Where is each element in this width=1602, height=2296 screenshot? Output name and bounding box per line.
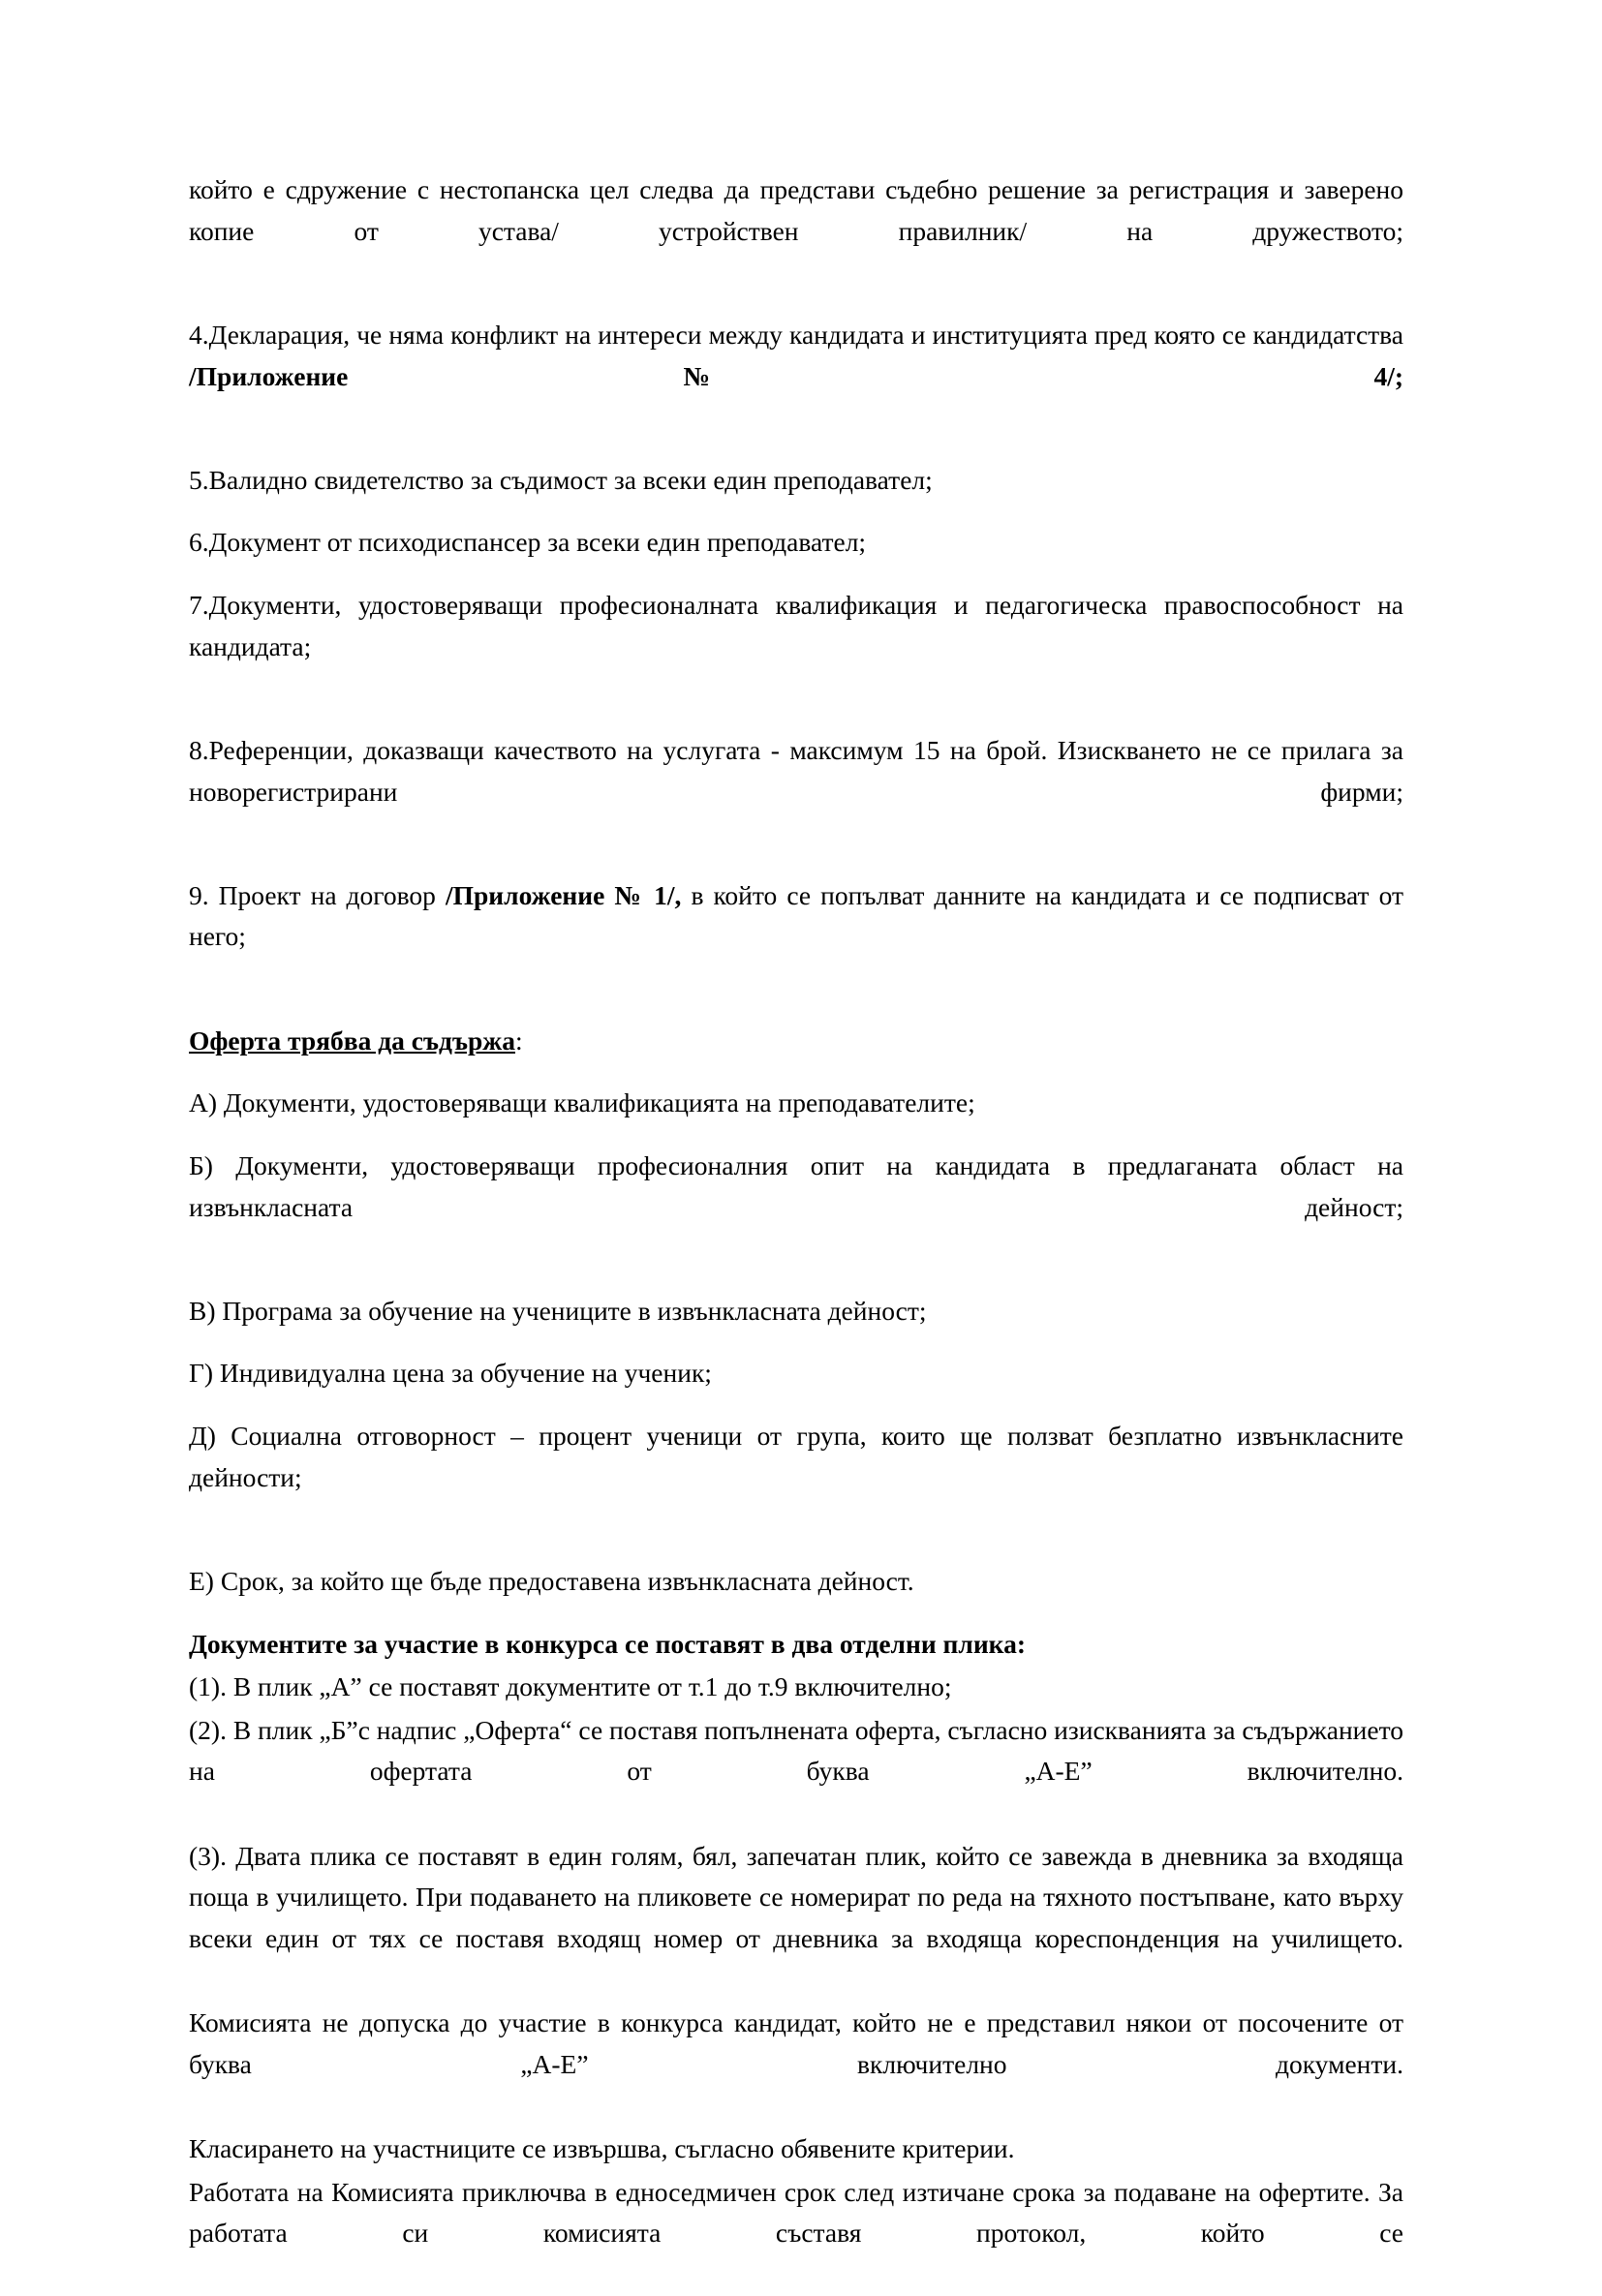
para-commission-work-run: Работата на Комисията приключва в едноседмичен срок след изтичане срока за подаване на офертите. За работата си комисията съставя протокол, който се (189, 2176, 1403, 2249)
para-ranking-run: Класирането на участниците се извършва, съгласно обявените критерии. (189, 2133, 1015, 2163)
para-item-4-bold-run: /Приложение № 4/; (189, 360, 1403, 391)
para-item-9-run: в който се попълват данните на кандидата и се подписват от него; (189, 879, 1403, 952)
para-offer-a-run: А) Документи, удостоверяващи квалификацията на преподавателите; (189, 1087, 975, 1118)
para-offer-d-run: Д) Социална отговорност – процент ученици от група, които ще ползват безплатно извънкласните дейности; (189, 1421, 1403, 1492)
para-registration-continued (189, 169, 1403, 293)
para-item-9-bold-run: /Приложение № 1/, (445, 879, 682, 910)
para-offer-d (189, 1416, 1403, 1540)
para-envelope-3-run: (3). Двата плика се поставят в един голям, бял, запечатан плик, който се завежда в дневника за входяща поща в училището. При подаването на пликовете се номерират по реда на тяхното постъпване, като върху всеки един от тях се поставя входящ номер от дневника за входяща кореспонденция на училището. (189, 1840, 1403, 1953)
para-offer-v (189, 1291, 1403, 1332)
para-item-9-run: 9. Проект на договор (189, 879, 446, 910)
para-envelope-2 (189, 1710, 1403, 1834)
para-commission-work (189, 2172, 1403, 2296)
para-item-7-run: 7.Документи, удостоверяващи професионалната квалификация и педагогическа правоспособност на кандидата; (189, 590, 1403, 661)
para-envelope-1 (189, 1667, 1403, 1708)
document-body (189, 169, 1403, 2296)
para-item-8-run: 8.Референции, доказващи качеството на услугата - максимум 15 на брой. Изискването не се прилага за новорегистрирани фирми; (189, 734, 1403, 807)
para-item-5 (189, 460, 1403, 502)
heading-offer-must-contain-run: : (514, 1025, 523, 1056)
heading-offer-must-contain (189, 1021, 1403, 1062)
para-item-5-run: 5.Валидно свидетелство за съдимост за всеки един преподавател; (189, 464, 933, 495)
para-item-9 (189, 875, 1403, 999)
para-offer-v-run: В) Програма за обучение на учениците в извънкласната дейност; (189, 1295, 927, 1326)
para-item-8 (189, 730, 1403, 854)
para-item-7 (189, 585, 1403, 709)
para-ranking (189, 2128, 1403, 2170)
para-registration-continued-run: който е сдружение с нестопанска цел следва да представи съдебно решение за регистрация и заверено копие от устава/ устройствен правилник/ на дружеството; (189, 174, 1403, 246)
para-envelope-2-run: (2). В плик „Б”с надпис „Оферта“ се поставя попълнената оферта, съгласно изискванията за съдържанието на офертата от буква „А-Е” включително. (189, 1714, 1403, 1787)
para-item-4-run: 4.Декларация, че няма конфликт на интереси между кандидата и институцията пред която се кандидатства (189, 319, 1403, 350)
heading-offer-must-contain-bold-underline-run: Оферта трябва да съдържа (189, 1025, 515, 1056)
para-offer-a (189, 1083, 1403, 1124)
para-offer-g-run: Г) Индивидуална цена за обучение на ученик; (189, 1358, 712, 1389)
para-offer-e-run: Е) Срок, за който ще бъде предоставена извънкласната дейност. (189, 1565, 914, 1596)
para-offer-e (189, 1561, 1403, 1603)
para-offer-b (189, 1146, 1403, 1270)
para-item-6 (189, 522, 1403, 564)
para-commission-rejects-run: Комисията не допуска до участие в конкурса кандидат, който не е представил някои от посочените от буква „А-Е” включително документи. (189, 2007, 1403, 2079)
para-commission-rejects (189, 2003, 1403, 2127)
heading-two-envelopes-bold-run: Документите за участие в конкурса се поставят в два отделни плика: (189, 1628, 1027, 1659)
para-item-4 (189, 315, 1403, 439)
heading-two-envelopes (189, 1624, 1403, 1666)
para-envelope-3 (189, 1836, 1403, 2002)
para-offer-g (189, 1353, 1403, 1394)
para-offer-b-run: Б) Документи, удостоверяващи професионалния опит на кандидата в предлаганата област на извънкласната дейност; (189, 1149, 1403, 1222)
para-envelope-1-run: (1). В плик „А” се поставят документите от т.1 до т.9 включително; (189, 1671, 952, 1702)
para-item-6-run: 6.Документ от психодиспансер за всеки един преподавател; (189, 527, 867, 558)
